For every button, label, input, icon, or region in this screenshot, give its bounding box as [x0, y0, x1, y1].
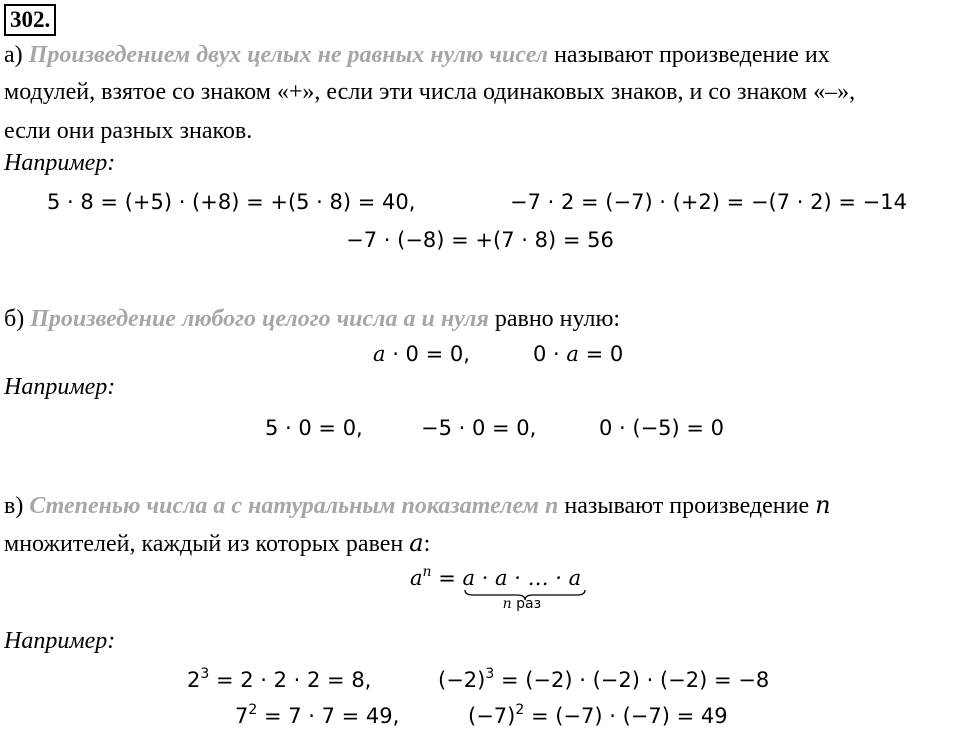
- section-a-line1: [4, 38, 830, 72]
- ex3-base: 7: [235, 704, 249, 728]
- ex4-exp: 2: [515, 702, 525, 718]
- rule-left-rest: · 0 = 0,: [385, 342, 470, 366]
- section-b-example-1: 5 · 0 = 0,: [265, 416, 363, 440]
- section-b-example-2: −5 · 0 = 0,: [421, 416, 537, 440]
- brace-label: [463, 596, 582, 612]
- ex1-exp: 3: [200, 666, 210, 682]
- section-c-rest: называют произведение: [564, 493, 810, 519]
- rule-left-var: a: [373, 342, 386, 366]
- section-a-line3: если они разных знаков.: [4, 118, 253, 144]
- section-c-line2-end: :: [423, 531, 431, 557]
- ex2-exp: 3: [485, 666, 495, 682]
- def-base: a: [410, 566, 423, 590]
- brace-var: n: [502, 596, 512, 612]
- section-b-marker: б): [4, 306, 25, 332]
- section-c-example-2: [438, 668, 769, 692]
- ex2-rest: = (−2) · (−2) · (−2) = −8: [494, 668, 770, 692]
- ex2-base: (−2): [438, 668, 486, 692]
- problem-number: 302.: [4, 4, 56, 36]
- ex3-exp: 2: [248, 702, 258, 718]
- section-c-term-mid: с натуральным показателем: [225, 493, 545, 519]
- section-c-example-3: [235, 704, 399, 728]
- section-b-rest: равно нулю:: [494, 306, 621, 332]
- rule-right-start: 0 ·: [533, 342, 567, 366]
- section-b-line: [4, 302, 620, 336]
- section-a-term: Произведением двух целых не равных нулю чисел: [28, 42, 549, 68]
- def-exponent: n: [422, 564, 432, 580]
- section-c-line2: [4, 526, 430, 561]
- ex1-base: 2: [187, 668, 201, 692]
- ex4-rest: = (−7) · (−7) = 49: [524, 704, 728, 728]
- section-a-marker: а): [4, 42, 23, 68]
- section-a-formula-3: −7 · (−8) = +(7 · 8) = 56: [346, 228, 614, 252]
- power-definition: [410, 564, 582, 612]
- def-product-with-brace: [462, 566, 582, 612]
- section-c-term-var-n: n: [545, 493, 559, 519]
- section-c-marker: в): [4, 493, 24, 519]
- section-b-rule-right: [533, 342, 623, 366]
- section-b-term-var: a: [403, 306, 416, 332]
- section-a-line2: модулей, взятое со знаком «+», если эти числа одинаковых знаков, и со знаком «–»,: [4, 79, 856, 105]
- section-b-example-label: Например:: [4, 374, 116, 400]
- section-a-formula-2: −7 · 2 = (−7) · (+2) = −(7 · 2) = −14: [510, 190, 907, 214]
- section-c-term-start: Степенью числа: [29, 493, 214, 519]
- section-c-example-1: [187, 668, 371, 692]
- section-b-rule-left: [373, 342, 470, 366]
- section-a-line1-rest: называют произведение их: [554, 42, 830, 68]
- section-c-line1: [4, 488, 831, 523]
- section-c-term-var-a: a: [213, 493, 226, 519]
- section-c-example-4: [468, 704, 728, 728]
- section-b-example-3: 0 · (−5) = 0: [599, 416, 725, 440]
- section-c-example-label: Например:: [4, 628, 116, 654]
- def-product: a · a · … · a: [462, 566, 582, 590]
- section-c-line2-text: множителей, каждый из которых равен: [4, 531, 410, 557]
- rule-right-end: = 0: [578, 342, 624, 366]
- ex4-base: (−7): [468, 704, 516, 728]
- section-b-term-start: Произведение любого целого числа: [30, 306, 404, 332]
- section-c-line2-var: a: [409, 529, 424, 557]
- rule-right-var: a: [566, 342, 579, 366]
- section-a-formula-1: 5 · 8 = (+5) · (+8) = +(5 · 8) = 40,: [47, 190, 416, 214]
- section-a-example-label: Например:: [4, 150, 116, 176]
- def-equals: =: [431, 566, 463, 590]
- ex3-rest: = 7 · 7 = 49,: [257, 704, 400, 728]
- section-b-term: [30, 306, 489, 332]
- section-c-rest-var: n: [815, 491, 831, 519]
- ex1-rest: = 2 · 2 · 2 = 8,: [209, 668, 372, 692]
- section-b-term-end: и нуля: [415, 306, 489, 332]
- section-c-term: [29, 493, 558, 519]
- brace-text: раз: [511, 596, 542, 612]
